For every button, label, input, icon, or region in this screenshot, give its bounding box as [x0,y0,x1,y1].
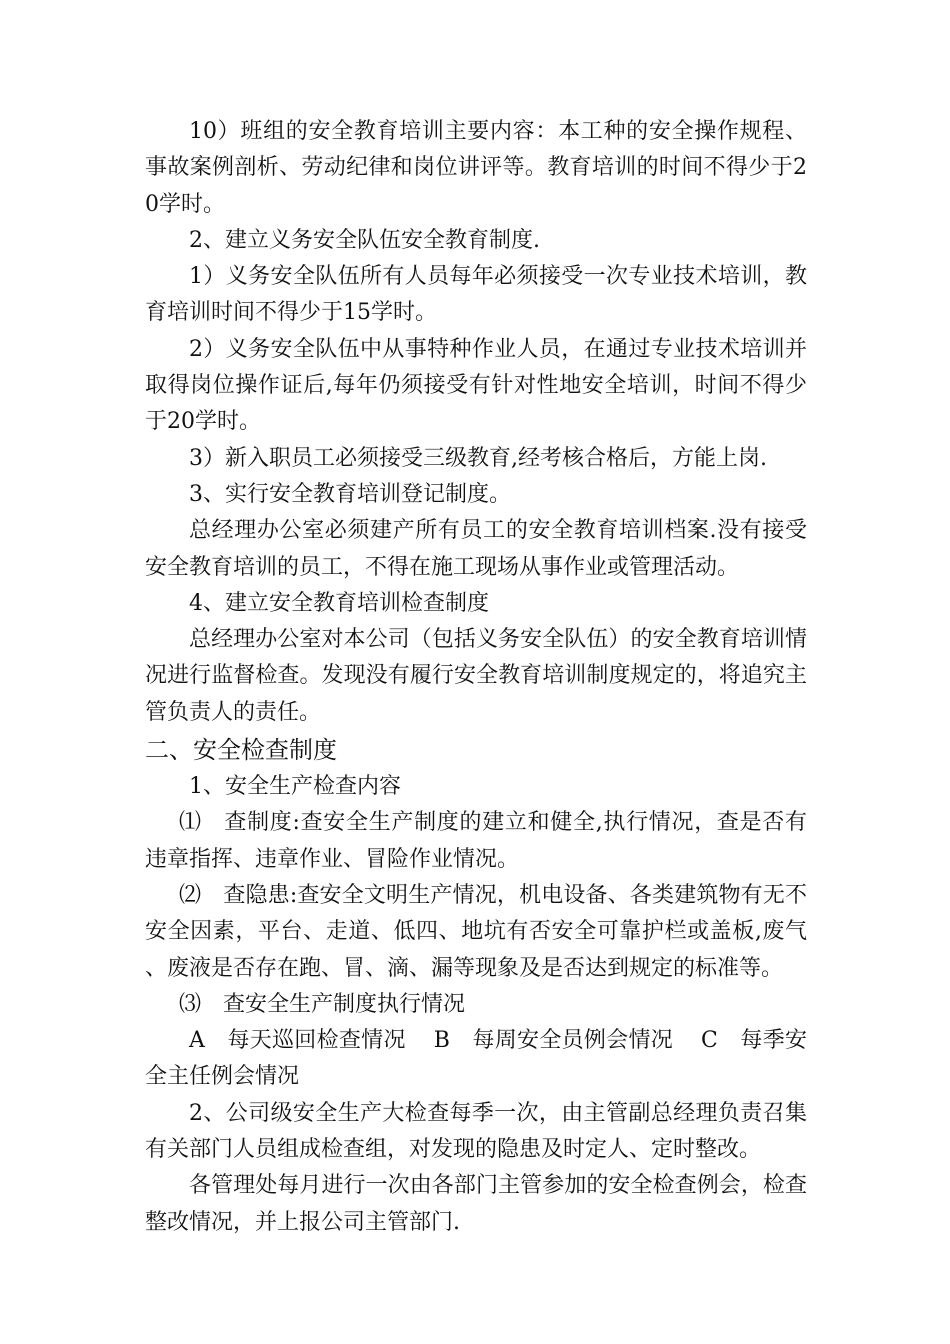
paragraph-company-inspection: 2、公司级安全生产大检查每季一次，由主管副总经理负责召集有关部门人员组成检查组，对发现的隐患及时定人、定时整改。 [145,1100,807,1163]
paragraph-team-training: 10）班组的安全教育培训主要内容：本工种的安全操作规程、事故案例剖析、劳动纪律和岗位讲评等。教育培训的时间不得少于20学时。 [145,119,807,217]
paragraph-new-employees: 3）新入职员工必须接受三级教育,经考核合格后，方能上岗. [189,445,767,471]
check-item-weekly: B 每周安全员例会情况 [433,1028,674,1054]
paragraph-special-operations: 2）义务安全队伍中从事特种作业人员，在通过专业技术培训并取得岗位操作证后,每年仍须接受有针对性地安全培训，时间不得少于20学时。 [145,336,807,435]
paragraph-check-execution: ⑶ 查安全生产制度执行情况 [179,991,466,1017]
paragraph-check-content: 1、安全生产检查内容 [189,774,401,800]
document-body [145,114,807,1241]
check-item-daily: A 每天巡回检查情况 [189,1028,406,1054]
paragraph-volunteer-annual: 1）义务安全队伍所有人员每年必须接受一次专业技术培训，教育培训时间不得少于15学时。 [145,264,807,326]
check-items-line [145,1023,807,1096]
check-item-quarterly: C 每季安全主任例会情况 [145,1028,807,1090]
paragraph-training-archive: 总经理办公室必须建产所有员工的安全教育培训档案.没有接受安全教育培训的员工，不得在施工现场从事作业或管理活动。 [145,518,807,580]
paragraph-registration-system: 3、实行安全教育培训登记制度。 [189,481,511,507]
paragraph-monthly-meeting: 各管理处每月进行一次由各部门主管参加的安全检查例会，检查整改情况，并上报公司主管部门. [145,1173,807,1235]
paragraph-check-hazards: ⑵ 查隐患:查安全文明生产情况，机电设备、各类建筑物有无不安全因素，平台、走道、低四、地坑有否安全可靠护栏或盖板,废气、废液是否存在跑、冒、滴、漏等现象及是否达到规定的标准等。 [145,882,807,981]
paragraph-check-rules: ⑴ 查制度:查安全生产制度的建立和健全,执行情况，查是否有违章指挥、违章作业、冒险作业情况。 [145,810,807,872]
paragraph-inspection-system: 4、建立安全教育培训检查制度 [189,590,489,616]
paragraph-supervision: 总经理办公室对本公司（包括义务安全队伍）的安全教育培训情况进行监督检查。发现没有履行安全教育培训制度规定的，将追究主管负责人的责任。 [145,627,807,725]
paragraph-volunteer-system: 2、建立义务安全队伍安全教育制度. [189,227,540,253]
section-heading: 二、安全检查制度 [145,736,337,765]
